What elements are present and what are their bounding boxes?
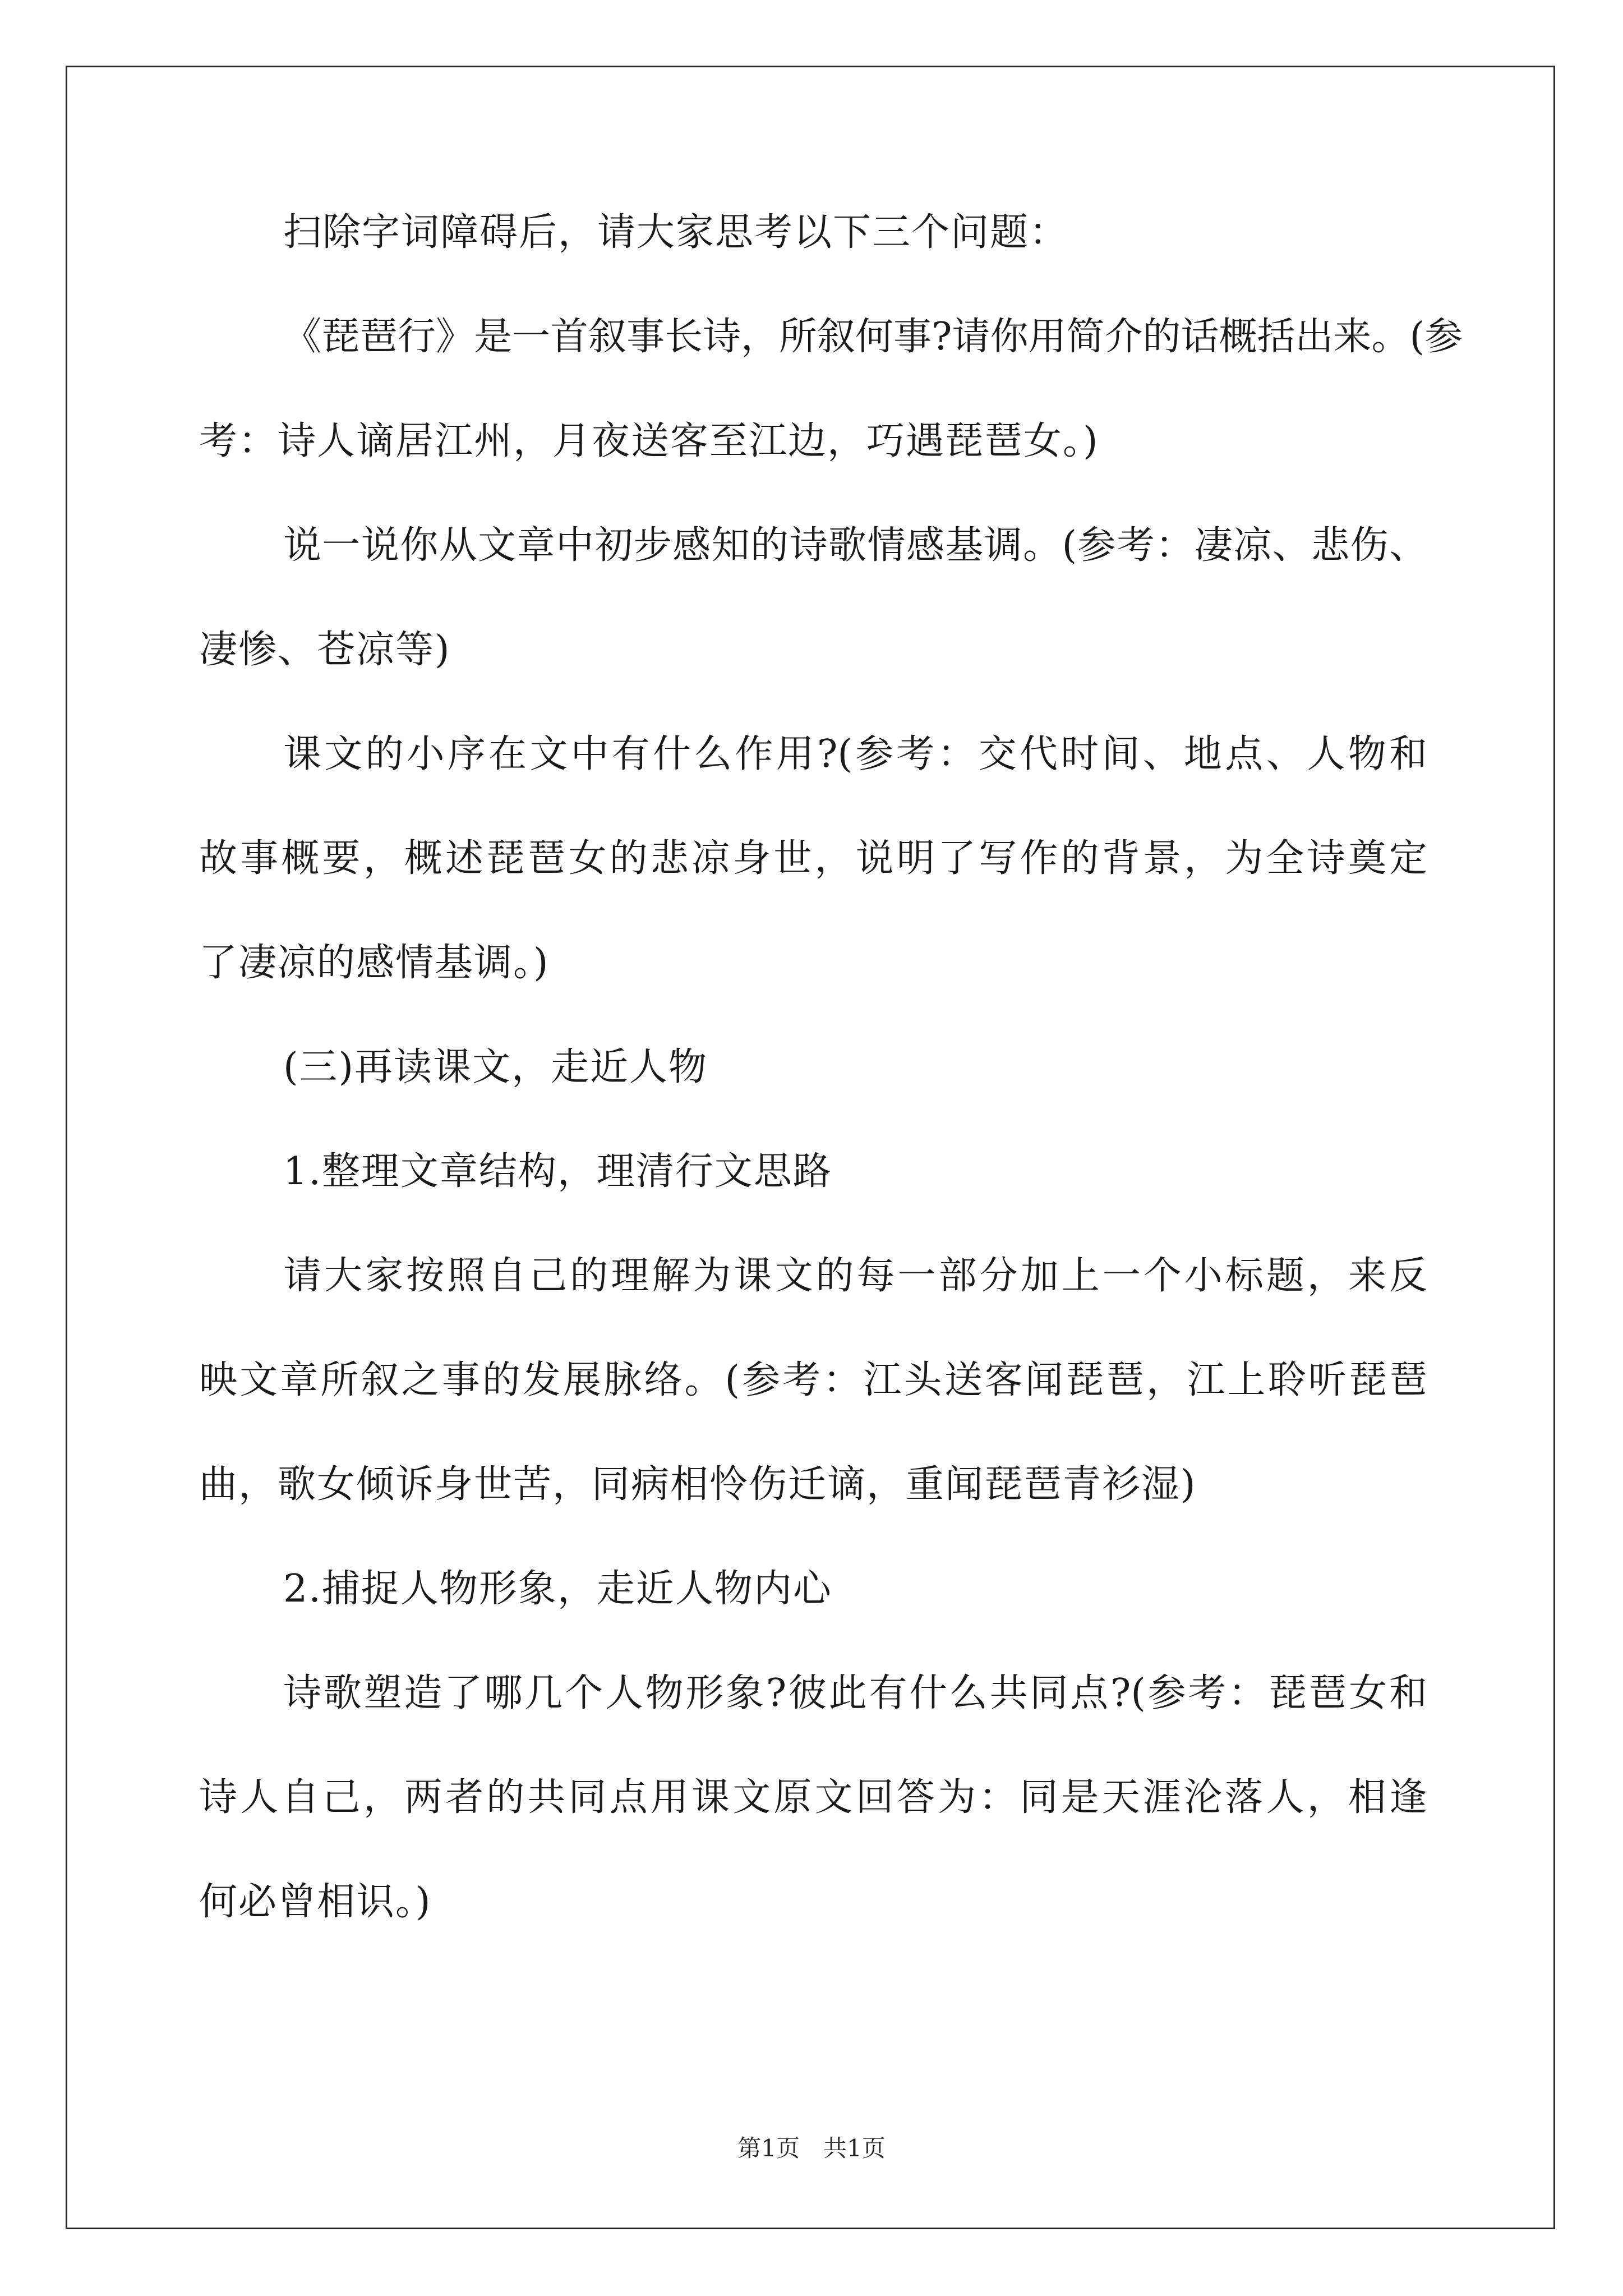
paragraph-line: 请大家按照自己的理解为课文的每一部分加上一个小标题，来反: [283, 1254, 1427, 1298]
subsection-heading: 2.捕捉人物形象，走近人物内心: [283, 1567, 832, 1611]
subsection-heading: 1.整理文章结构，理清行文思路: [283, 1149, 832, 1194]
paragraph-line: 诗人自己，两者的共同点用课文原文回答为：同是天涯沦落人，相逢: [199, 1775, 1427, 1820]
paragraph-line: 何必曾相识。): [199, 1880, 432, 1924]
paragraph-line: 说一说你从文章中初步感知的诗歌情感基调。(参考：凄凉、悲伤、: [283, 523, 1427, 568]
section-heading: (三)再读课文，走近人物: [283, 1045, 708, 1089]
paragraph-line: 曲，歌女倾诉身世苦，同病相怜伤迁谪，重闻琵琶青衫湿): [199, 1462, 1197, 1507]
paragraph-line: 凄惨、苍凉等): [199, 628, 451, 672]
paragraph-line: 扫除字词障碍后，请大家思考以下三个问题：: [283, 210, 1069, 255]
paragraph-line: 考：诗人谪居江州，月夜送客至江边，巧遇琵琶女。): [199, 419, 1099, 463]
paragraph-line: 《琵琶行》是一首叙事长诗，所叙何事?请你用简介的话概括出来。(参: [283, 315, 1463, 359]
paragraph-line: 课文的小序在文中有什么作用?(参考：交代时间、地点、人物和: [283, 732, 1427, 776]
paragraph-line: 映文章所叙之事的发展脉络。(参考：江头送客闻琵琶，江上聆听琵琶: [199, 1358, 1427, 1402]
paragraph-line: 了凄凉的感情基调。): [199, 941, 550, 985]
paragraph-line: 故事概要，概述琵琶女的悲凉身世，说明了写作的背景，为全诗奠定: [199, 836, 1427, 881]
page-footer: 第1页 共1页: [737, 2134, 886, 2162]
paragraph-line: 诗歌塑造了哪几个人物形象?彼此有什么共同点?(参考：琵琶女和: [283, 1671, 1427, 1715]
